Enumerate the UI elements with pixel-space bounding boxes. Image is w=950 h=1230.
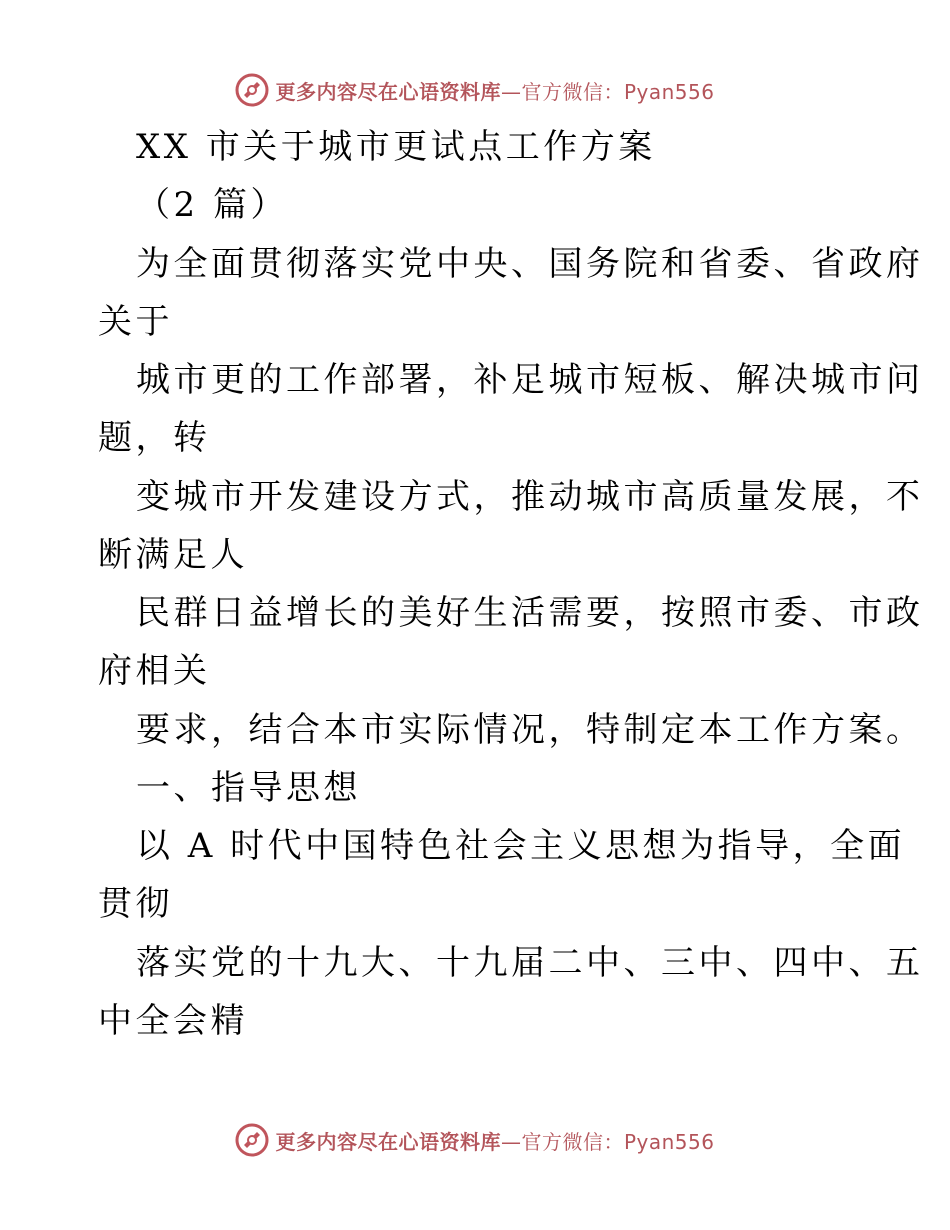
footer-watermark bbox=[0, 1120, 950, 1160]
paragraph-line: 府相关 bbox=[98, 651, 211, 691]
paragraph-line: 变城市开发建设方式，推动城市高质量发展，不 bbox=[136, 477, 924, 517]
watermark-text bbox=[275, 1126, 714, 1155]
paragraph-line: 题，转 bbox=[98, 418, 211, 458]
watermark-brand: 更多内容尽在心语资料库 bbox=[275, 1129, 501, 1154]
paragraph-line: 要求，结合本市实际情况，特制定本工作方案。 bbox=[136, 710, 924, 750]
watermark-wechat: 官方微信：Pyan556 bbox=[521, 79, 715, 104]
paragraph-line: 关于 bbox=[98, 302, 173, 342]
watermark-text bbox=[275, 76, 714, 105]
seal-logo-icon bbox=[235, 73, 269, 107]
watermark-separator: — bbox=[500, 79, 522, 104]
paragraph-line: 断满足人 bbox=[98, 535, 248, 575]
watermark-separator: — bbox=[500, 1129, 522, 1154]
paragraph-line: 民群日益增长的美好生活需要，按照市委、市政 bbox=[136, 593, 924, 633]
paragraph-line: 为全面贯彻落实党中央、国务院和省委、省政府 bbox=[136, 244, 924, 284]
paragraph-line: 落实党的十九大、十九届二中、三中、四中、五 bbox=[136, 943, 924, 983]
paragraph-line: 城市更的工作部署，补足城市短板、解决城市问 bbox=[136, 360, 924, 400]
paragraph-line: 中全会精 bbox=[98, 1001, 248, 1041]
seal-logo-icon bbox=[235, 1123, 269, 1157]
watermark-wechat: 官方微信：Pyan556 bbox=[521, 1129, 715, 1154]
document-title: XX 市关于城市更试点工作方案 bbox=[136, 127, 656, 167]
watermark-brand: 更多内容尽在心语资料库 bbox=[275, 79, 501, 104]
paragraph-line: 以 A 时代中国特色社会主义思想为指导，全面 bbox=[136, 826, 906, 866]
paragraph-line: 贯彻 bbox=[98, 884, 173, 924]
document-subtitle: （2 篇） bbox=[136, 185, 288, 225]
header-watermark bbox=[0, 70, 950, 110]
section-heading: 一、指导思想 bbox=[136, 768, 361, 808]
